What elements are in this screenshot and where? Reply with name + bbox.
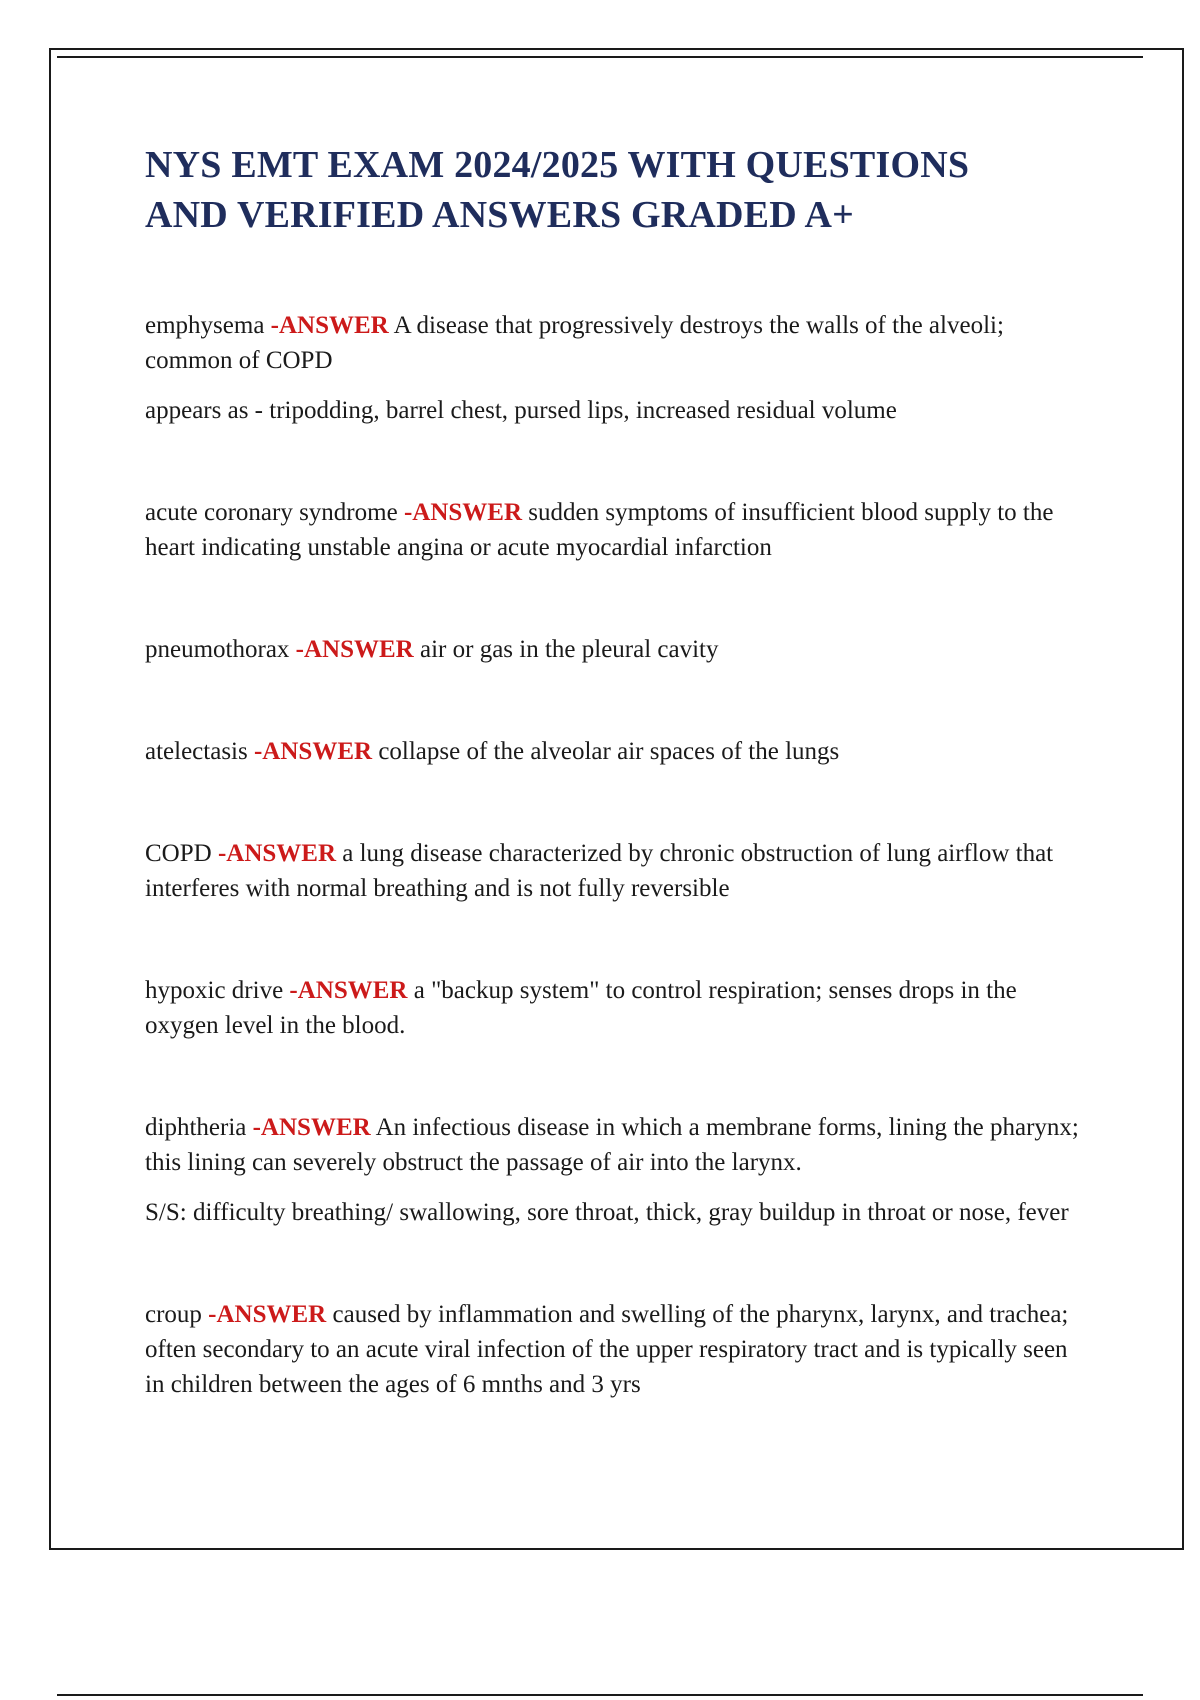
answer-label: -ANSWER [403,499,523,526]
answer-label: -ANSWER [295,636,414,663]
qa-entry [145,308,1090,378]
qa-entry [145,495,1090,565]
qa-entry [145,632,1090,667]
qa-item-emphysema [145,308,1090,428]
qa-definition: An infectious disease in which a membrane forms, lining the pharynx; this lining can severely obstruct the passage of air into the larynx. [145,1114,1079,1176]
qa-list [145,308,1090,1402]
answer-label: -ANSWER [252,1114,371,1141]
answer-label: -ANSWER [217,840,337,867]
document-content [145,140,1090,1402]
qa-item-acute-coronary-syndrome [145,495,1090,565]
qa-definition: air or gas in the pleural cavity [420,636,719,663]
document-title-line-1: NYS EMT EXAM 2024/2025 WITH QUESTIONS [145,144,970,186]
answer-label: -ANSWER [270,312,389,339]
qa-entry [145,1110,1090,1180]
qa-item-pneumothorax [145,632,1090,667]
qa-definition: caused by inflammation and swelling of the pharynx, larynx, and trachea; often secondary to an acute viral infection of the upper respiratory tract and is typically seen in children between the ages of 6 mnths and 3 yrs [145,1301,1069,1398]
qa-definition: collapse of the alveolar air spaces of the lungs [378,738,840,765]
qa-term: pneumothorax [145,636,290,663]
qa-term: COPD [145,840,212,867]
qa-term: acute coronary syndrome [145,499,398,526]
qa-definition: A disease that progressively destroys the walls of the alveoli; common of COPD [145,312,1004,374]
qa-item-atelectasis [145,734,1090,769]
qa-item-diphtheria [145,1110,1090,1230]
qa-entry [145,973,1090,1043]
qa-item-hypoxic-drive [145,973,1090,1043]
qa-term: hypoxic drive [145,977,284,1004]
qa-definition: sudden symptoms of insufficient blood supply to the heart indicating unstable angina or acute myocardial infarction [145,499,1054,561]
qa-term: diphtheria [145,1114,247,1141]
qa-term: atelectasis [145,738,248,765]
qa-entry [145,836,1090,906]
qa-term: croup [145,1301,202,1328]
answer-label: -ANSWER [208,1301,327,1328]
qa-extra-note: S/S: difficulty breathing/ swallowing, sore throat, thick, gray buildup in throat or nose, fever [145,1199,1069,1226]
answer-label: -ANSWER [289,977,408,1004]
bottom-horizontal-rule [57,1694,1143,1696]
qa-term: emphysema [145,312,265,339]
document-title-line-2: AND VERIFIED ANSWERS GRADED A+ [145,194,854,236]
qa-entry [145,734,1090,769]
qa-extra-note: appears as - tripodding, barrel chest, pursed lips, increased residual volume [145,397,897,424]
top-horizontal-rule [57,56,1143,58]
qa-item-croup [145,1297,1090,1402]
document-title [145,140,1090,240]
qa-definition: a "backup system" to control respiration; senses drops in the oxygen level in the blood. [145,977,1017,1039]
answer-label: -ANSWER [253,738,373,765]
qa-entry [145,1297,1090,1402]
qa-definition: a lung disease characterized by chronic obstruction of lung airflow that interferes with normal breathing and is not fully reversible [145,840,1054,902]
qa-item-copd [145,836,1090,906]
